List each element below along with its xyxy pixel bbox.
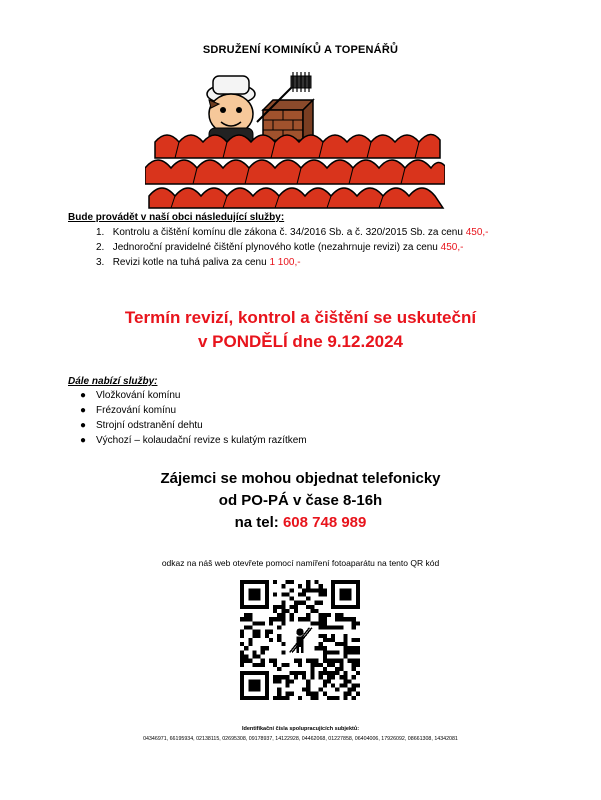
- extra-services-section: [68, 376, 488, 450]
- ids-heading: Identifikační čísla spolupracujících subjektů:: [241, 726, 360, 732]
- item-price: 450,-: [465, 227, 489, 238]
- contact-line-2: od PO-PÁ v čase 8-16h: [218, 492, 383, 509]
- ids-list: 04346971, 66195934, 02138115, 02695308, 09178937, 14122928, 04462068, 01227858, 06404006, 17926092, 08661308, 14342081: [143, 736, 458, 742]
- services-list: [68, 226, 548, 269]
- list-item: [96, 256, 548, 269]
- qr-code-icon[interactable]: [240, 580, 360, 700]
- list-item: [96, 226, 548, 239]
- termin-line-1: Termín revizí, kontrol a čištění se uskuteční: [124, 308, 477, 327]
- contact-line-1: Zájemci se mohou objednat telefonicky: [160, 470, 441, 487]
- page-title: SDRUŽENÍ KOMINÍKŮ A TOPENÁŘŮ: [202, 44, 399, 56]
- services-section: [68, 212, 548, 271]
- bullet-icon: ●: [80, 390, 87, 401]
- bullet-icon: ●: [80, 420, 87, 431]
- item-text: Výchozí – kolaudační revize s kulatým razítkem: [96, 435, 307, 446]
- list-item: [96, 241, 548, 254]
- extra-services-list: [68, 390, 488, 447]
- item-text: Kontrolu a čištění komínu dle zákona č. 34/2016 Sb. a č. 320/2015 Sb. za cenu: [112, 227, 466, 238]
- bullet-icon: ●: [80, 405, 87, 416]
- bullet-icon: ●: [80, 435, 87, 446]
- item-number: 1.: [96, 227, 105, 238]
- item-price: 1 100,-: [269, 257, 301, 268]
- item-number: 3.: [96, 257, 105, 268]
- contact-line-3: [0, 512, 601, 534]
- services-heading: Bude provádět v naší obci následující služby:: [68, 212, 285, 223]
- phone-number: 608 748 989: [282, 514, 367, 531]
- item-text: Frézování komínu: [96, 405, 177, 416]
- item-text: Revizi kotle na tuhá paliva za cenu: [112, 257, 270, 268]
- termin-announcement: [0, 306, 601, 354]
- list-item: [80, 405, 488, 417]
- item-price: 450,-: [440, 242, 464, 253]
- item-number: 2.: [96, 242, 105, 253]
- qr-note: odkaz na náš web otevřete pomocí namíření fotoaparátu na tento QR kód: [161, 558, 440, 568]
- list-item: [80, 390, 488, 402]
- phone-label: na tel:: [234, 514, 283, 531]
- list-item: [80, 420, 488, 432]
- extra-services-heading: Dále nabízí služby:: [68, 376, 158, 387]
- contact-section: [0, 468, 601, 534]
- list-item: [80, 435, 488, 447]
- chimney-sweep-on-roof-icon: [145, 62, 445, 212]
- item-text: Strojní odstranění dehtu: [96, 420, 203, 431]
- roof-tiles: [145, 134, 445, 208]
- item-text: Jednoroční pravidelné čištění plynového kotle (nezahrnuje revizi) za cenu: [112, 242, 441, 253]
- brush-icon: [291, 72, 311, 92]
- item-text: Vložkování komínu: [96, 390, 181, 401]
- termin-line-2: v PONDĚLÍ dne 9.12.2024: [197, 332, 404, 351]
